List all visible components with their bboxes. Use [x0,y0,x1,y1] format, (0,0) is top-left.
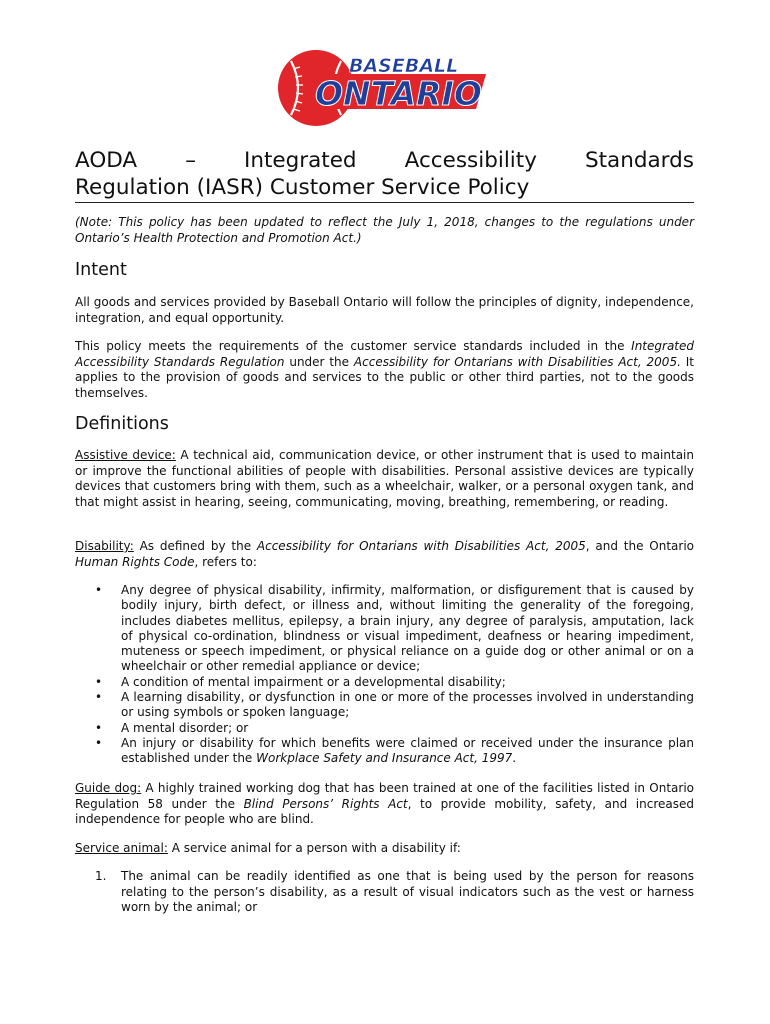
logo-text-line1: BASEBALL [349,55,459,77]
list-item-text: A condition of mental impairment or a developmental disability; [121,674,506,689]
title-line-1 [75,147,694,174]
intent-heading: Intent [75,260,127,280]
list-item [75,675,694,690]
logo-text-line2: ONTARIO [315,74,482,113]
list-item-text: A learning disability, or dysfunction in one or more of the processes involved in understanding or using symbols or spoken language; [121,690,694,720]
baseball-ontario-logo [271,47,501,129]
guide-dog-definition [75,781,694,828]
title-word: – [185,148,196,173]
list-item-text: . [512,751,517,766]
definition-text: A technical aid, communication device, or other instrument that is used to maintain or improve the functional abilities of people with disabilities. Personal assistive devices are typically devices that customers bring with them, such as a wheelchair, walker, or a personal oxygen tank, and that might assist in hearing, seeing, communicating, moving, breathing, remembering, or reading. [75,448,694,509]
term-assistive-device: Assistive device: [75,448,176,462]
logo-graphic [271,47,501,129]
definition-text: A highly trained working dog that has been trained at one of the facilities listed in Ontario Regulation 58 under the [75,781,695,811]
disability-definition [75,539,694,570]
list-item [75,690,694,721]
title-word: Accessibility [404,148,537,173]
act-name: Accessibility for Ontarians with Disabilities Act, 2005 [256,539,586,553]
term-disability: Disability: [75,539,134,553]
service-animal-definition [75,841,694,857]
regulation-name: Integrated Accessibility Standards Regulation [75,339,694,369]
list-item [75,721,694,736]
definition-text: A service animal for a person with a disability if: [167,841,461,855]
text-run: As defined by the [133,539,257,553]
bullet-icon: • [95,583,103,597]
act-name: Accessibility for Ontarians with Disabilities Act, 2005. [353,354,681,369]
bullet-icon: • [95,735,103,750]
list-item [75,736,694,767]
code-name: Human Rights Code [75,554,195,569]
definition-text: , to provide mobility, safety, and increased independence for people who are blind. [75,796,694,826]
text-run: under the [284,354,354,369]
disability-bullet-list [75,583,694,767]
title-word: AODA [75,148,138,173]
bullet-icon: • [95,720,103,735]
intent-paragraph-1: All goods and services provided by Baseball Ontario will follow the principles of dignity, independence, integration, and equal opportunity. [75,295,694,325]
list-item-text: A mental disorder; or [121,720,249,735]
text-run: It applies to the provision of goods and services to the public or other third parties, not to the goods themselves. [75,354,695,400]
bullet-icon: • [95,674,103,689]
list-item-text: An injury or disability for which benefits were claimed or received under the insurance plan established under the [121,735,694,766]
intent-paragraph-2 [75,339,694,401]
title-line-2: Regulation (IASR) Customer Service Policy [75,175,530,200]
list-number: 1. [95,869,107,883]
text-run: This policy meets the requirements of the customer service standards included in the [75,339,632,353]
service-animal-numbered-list [75,869,694,916]
page-title [75,147,694,203]
list-item-text: Any degree of physical disability, infirmity, malformation, or disfigurement that is caused by bodily injury, birth defect, or illness and, without limiting the generality of the foregoing, includes diabetes mellitus, epilepsy, a brain injury, any degree of paralysis, amputation, lack of physical co-ordination, blindness or visual impediment, deafness or hearing impediment, muteness or speech impediment, or physical reliance on a guide dog or other animal or on a wheelchair or other remedial appliance or device; [121,583,694,674]
text-run: , and the Ontario [585,539,695,553]
term-guide-dog: Guide dog: [75,781,142,795]
act-name: Workplace Safety and Insurance Act, 1997 [256,751,513,766]
act-name: Blind Persons’ Rights Act [243,796,408,811]
assistive-device-definition [75,448,694,510]
title-word: Standards [584,148,694,173]
list-item [75,583,694,675]
title-word: Integrated [243,148,357,173]
list-item [75,869,694,916]
update-note: (Note: This policy has been updated to reflect the July 1, 2018, changes to the regulations under Ontario’s Health Protection and Promotion Act.) [75,215,694,245]
text-run: , refers to: [194,554,257,569]
definitions-heading: Definitions [75,414,169,434]
term-service-animal: Service animal: [75,841,168,855]
list-item-text: The animal can be readily identified as one that is being used by the person for reasons relating to the person’s disability, as a result of visual indicators such as the vest or harness worn by the animal; or [121,869,694,914]
bullet-icon: • [95,690,103,705]
